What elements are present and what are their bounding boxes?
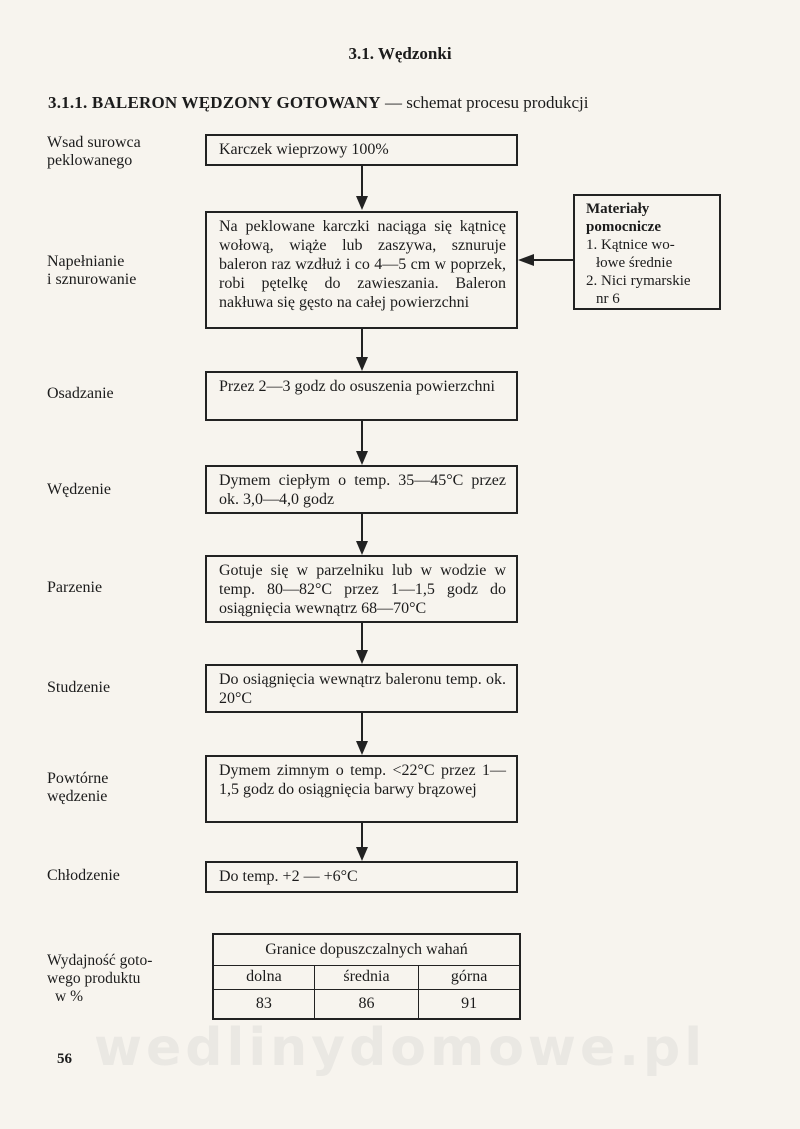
- process-box-smoking: Dymem ciepłym o temp. 35—45°C przez ok. 3,0—4,0 godz: [205, 465, 518, 514]
- arrow-down-icon: [356, 650, 368, 664]
- arrow-down-icon: [356, 847, 368, 861]
- arrow-left-icon: [518, 254, 534, 266]
- watermark: wedlinydomowe.pl: [93, 1018, 707, 1078]
- arrow-down-icon: [356, 451, 368, 465]
- step-label-input: Wsad surowca peklowanego: [47, 134, 141, 169]
- arrow-shaft: [361, 623, 363, 650]
- auxiliary-item: łowe średnie: [596, 255, 673, 271]
- process-box-setting: Przez 2—3 godz do osuszenia powierzchni: [205, 371, 518, 421]
- arrow-shaft: [361, 713, 363, 741]
- yield-table-header: Granice dopuszczalnych wahań: [213, 934, 520, 965]
- arrow-shaft: [361, 166, 363, 196]
- process-box-input: Karczek wieprzowy 100%: [205, 134, 518, 166]
- step-label-filling: Napełnianie i sznurowanie: [47, 253, 137, 288]
- yield-column-header: górna: [419, 965, 520, 989]
- yield-table: [212, 933, 521, 1020]
- auxiliary-item: 2. Nici rymarskie: [586, 273, 691, 289]
- auxiliary-item: nr 6: [596, 291, 620, 307]
- page-subtitle: [48, 93, 588, 113]
- arrow-shaft: [361, 421, 363, 451]
- step-label-setting: Osadzanie: [47, 385, 114, 402]
- yield-value: 83: [213, 989, 314, 1019]
- process-box-resmoking: Dymem zimnym o temp. <22°C przez 1—1,5 godz do osiągnięcia barwy brązowej: [205, 755, 518, 823]
- yield-value: 91: [419, 989, 520, 1019]
- auxiliary-materials-box: [573, 194, 721, 310]
- yield-label: Wydajność goto- wego produktu w %: [47, 952, 153, 1005]
- yield-value: 86: [314, 989, 418, 1019]
- arrow-shaft: [534, 259, 573, 261]
- process-box-chilling: Do temp. +2 — +6°C: [205, 861, 518, 893]
- page-number: 56: [57, 1051, 72, 1067]
- step-label-resmoking: Powtórne wędzenie: [47, 770, 109, 805]
- arrow-down-icon: [356, 357, 368, 371]
- arrow-shaft: [361, 823, 363, 847]
- subtitle-rest: — schemat procesu produkcji: [384, 93, 589, 112]
- arrow-down-icon: [356, 741, 368, 755]
- process-box-scalding: Gotuje się w parzelniku lub w wodzie w temp. 80—82°C przez 1—1,5 godz do osiągnięcia wewnątrz 68—70°C: [205, 555, 518, 623]
- auxiliary-item: 1. Kątnice wo-: [586, 237, 675, 253]
- step-label-chilling: Chłodzenie: [47, 867, 120, 884]
- yield-column-header: średnia: [314, 965, 418, 989]
- auxiliary-title: Materiały pomocnicze: [586, 201, 661, 235]
- process-box-cooling: Do osiągnięcia wewnątrz baleronu temp. ok. 20°C: [205, 664, 518, 713]
- yield-column-header: dolna: [213, 965, 314, 989]
- subtitle-bold: 3.1.1. BALERON WĘDZONY GOTOWANY: [48, 93, 381, 112]
- arrow-down-icon: [356, 196, 368, 210]
- arrow-down-icon: [356, 541, 368, 555]
- step-label-scalding: Parzenie: [47, 579, 103, 596]
- process-box-filling: Na peklowane karczki naciąga się kątnicę wołową, wiąże lub zaszywa, sznuruje baleron raz wzdłuż i co 4—5 cm w poprzek, robi pętelkę do zawieszania. Baleron nakłuwa się gęsto na całej powierzchni: [205, 211, 518, 329]
- arrow-shaft: [361, 329, 363, 357]
- step-label-smoking: Wędzenie: [47, 481, 111, 498]
- step-label-cooling: Studzenie: [47, 679, 111, 696]
- arrow-shaft: [361, 514, 363, 541]
- section-title: 3.1. Wędzonki: [348, 44, 452, 63]
